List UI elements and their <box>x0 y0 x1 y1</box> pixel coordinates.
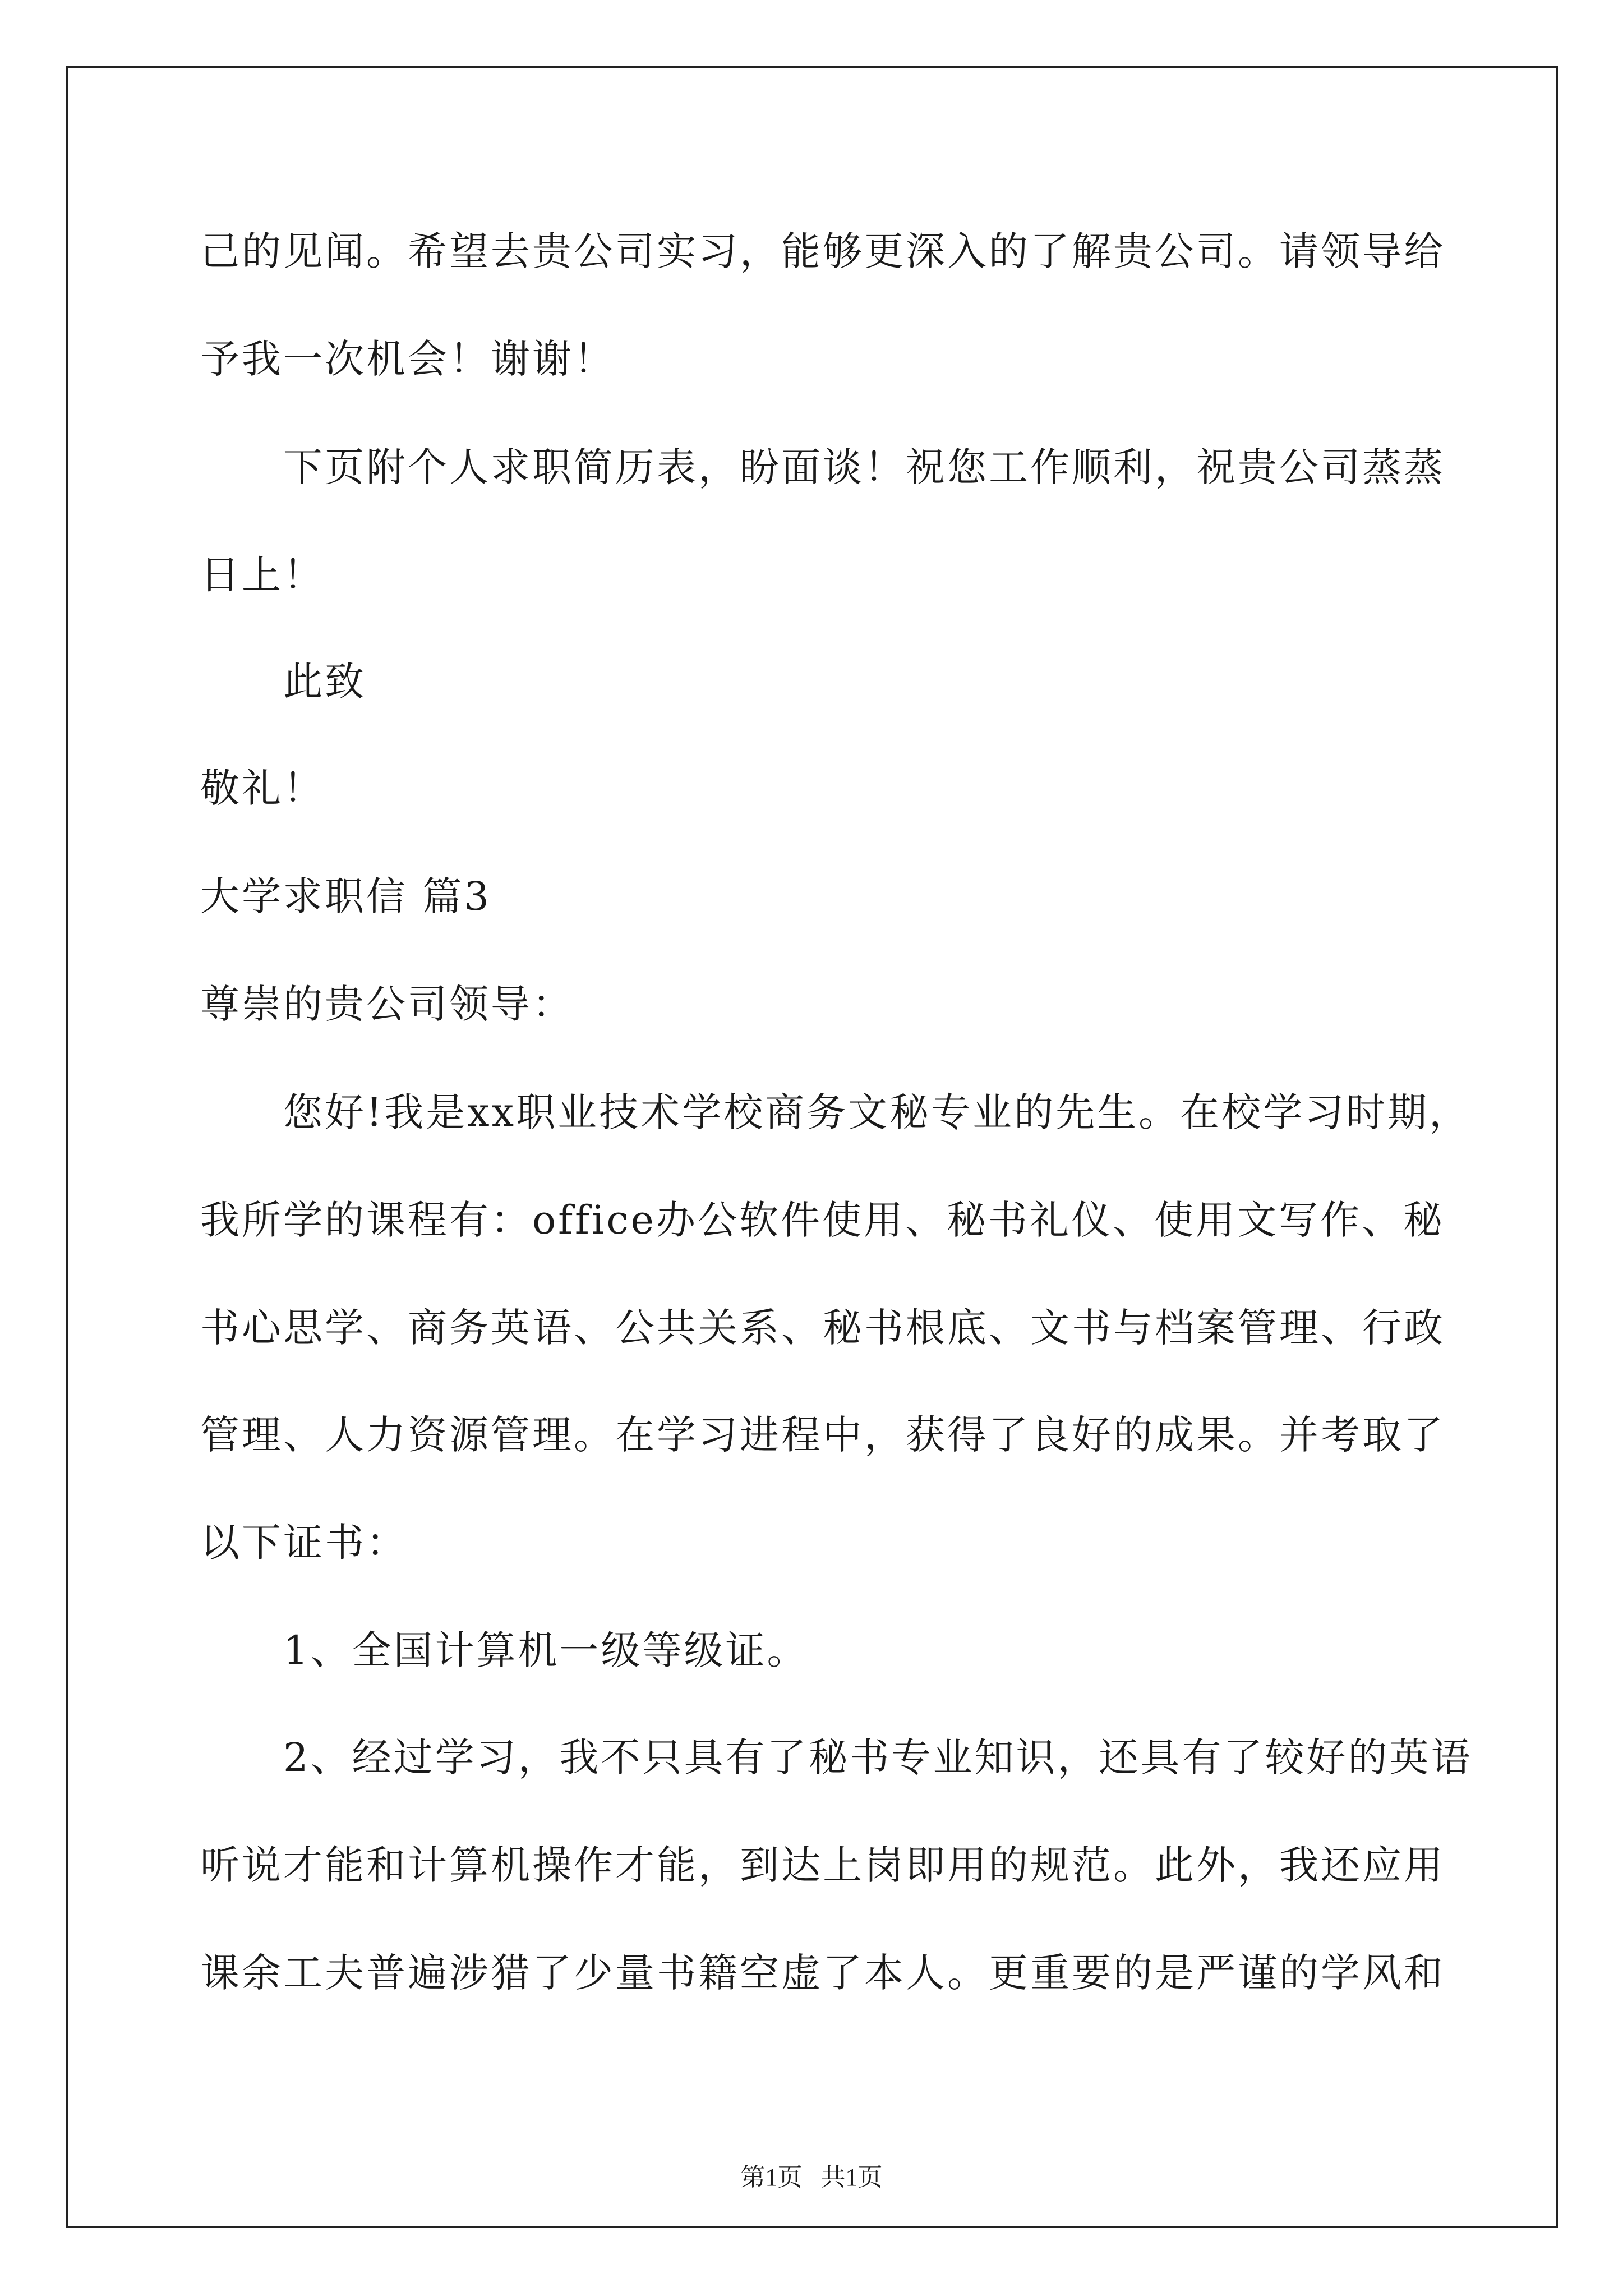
page-border <box>66 66 1558 2228</box>
text-line: 听说才能和计算机操作才能，到达上岗即用的规范。此外，我还应用 <box>200 1842 1445 1888</box>
section-heading: 大学求职信 篇3 <box>200 873 491 919</box>
text-line: 予我一次机会！谢谢！ <box>200 336 615 382</box>
salutation: 尊崇的贵公司领导： <box>200 981 574 1027</box>
list-item: 2、经过学习，我不只具有了秘书专业知识，还具有了较好的英语 <box>283 1734 1473 1780</box>
text-line: 书心思学、商务英语、公共关系、秘书根底、文书与档案管理、行政 <box>200 1305 1445 1351</box>
text-line: 您好!我是xx职业技术学校商务文秘专业的先生。在校学习时期， <box>283 1089 1471 1135</box>
text-line: 日上！ <box>200 552 325 598</box>
closing-line: 敬礼！ <box>200 765 325 811</box>
page-number: 第1页 共1页 <box>740 2164 883 2191</box>
text-line: 我所学的课程有：office办公软件使用、秘书礼仪、使用文写作、秘 <box>200 1197 1445 1243</box>
text-line: 下页附个人求职简历表，盼面谈！祝您工作顺利，祝贵公司蒸蒸 <box>283 444 1445 490</box>
closing-line: 此致 <box>283 659 366 705</box>
text-line: 课余工夫普遍涉猎了少量书籍空虚了本人。更重要的是严谨的学风和 <box>200 1950 1445 1996</box>
text-line: 己的见闻。希望去贵公司实习，能够更深入的了解贵公司。请领导给 <box>200 228 1445 274</box>
text-line: 管理、人力资源管理。在学习进程中，获得了良好的成果。并考取了 <box>200 1412 1445 1458</box>
list-item: 1、全国计算机一级等级证。 <box>283 1627 809 1673</box>
text-line: 以下证书： <box>200 1520 408 1566</box>
